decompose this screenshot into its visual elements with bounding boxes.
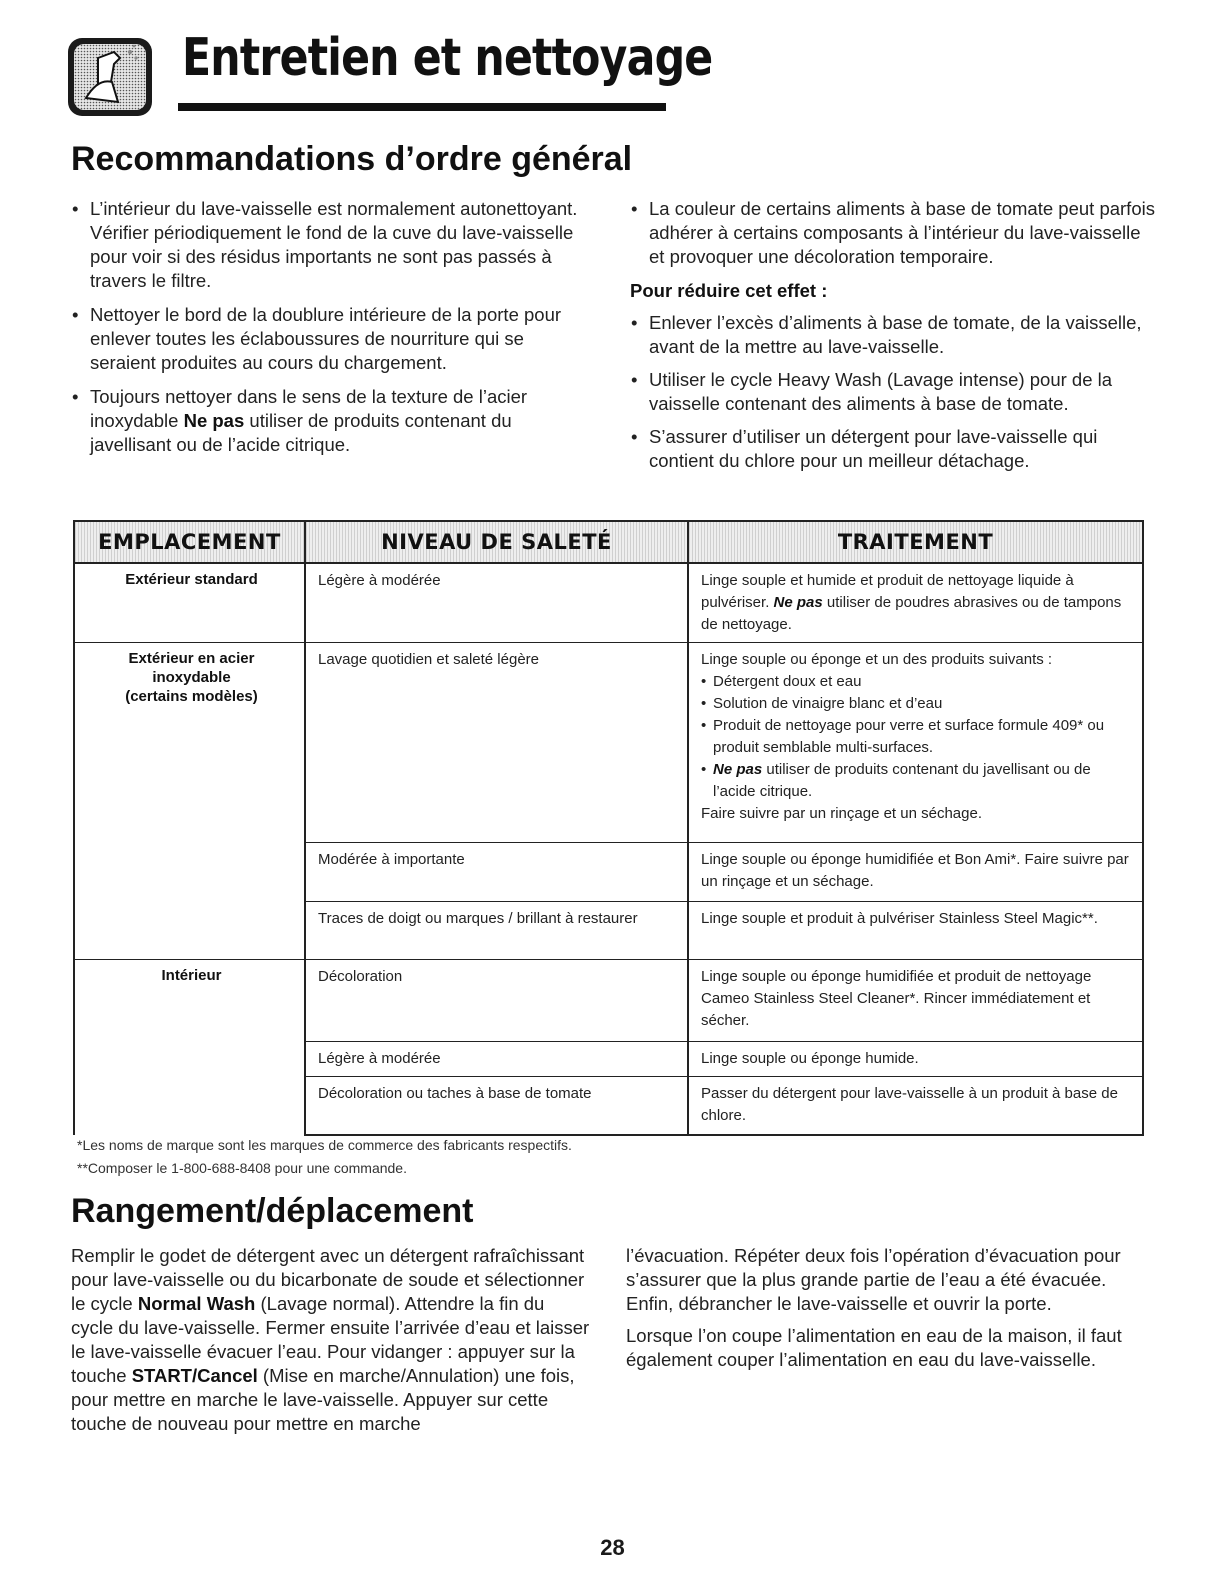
soil-level-cell: Légère à modérée — [305, 1042, 688, 1077]
storage-right-column — [626, 1244, 1146, 1380]
list-item: • La couleur de certains aliments à base de tomate peut parfois adhérer à certains composants à l’intérieur du lave-vaisselle et provoquer une décoloration temporaire. — [630, 197, 1155, 269]
list-item: • Nettoyer le bord de la doublure intérieure de la porte pour enlever toutes les éclaboussures de nourriture qui se seraient produites au cours du chargement. — [71, 303, 591, 375]
storage-paragraph: Lorsque l’on coupe l’alimentation en eau de la maison, il faut également couper l’alimentation en eau du lave-vaisselle. — [626, 1325, 1122, 1370]
storage-paragraph: Remplir le godet de détergent avec un détergent rafraîchissant pour lave-vaisselle ou du bicarbonate de soude et sélectionner le cycle Normal Wash (Lavage normal). Attendre la fin du cycle du lave-vaisselle. Fermer ensuite l’arrivée d’eau et laisser le lave-vaisselle évacuer l’eau. Pour vidanger : appuyer sur la touche START/Cancel (Mise en marche/Annulation) une fois, pour mettre en marche le lave-vaisselle. Appuyer sur cette touche de nouveau pour mettre en marche — [71, 1245, 590, 1434]
page-number: 28 — [600, 1535, 625, 1560]
page-title: Entretien et nettoyage — [182, 28, 713, 88]
treatment-cell: Linge souple ou éponge humide. — [688, 1042, 1143, 1077]
footnotes — [77, 1134, 572, 1180]
storage-left-column — [71, 1244, 591, 1436]
cleaning-table — [73, 520, 1144, 1136]
general-right-column — [630, 197, 1155, 482]
list-item: • S’assurer d’utiliser un détergent pour lave-vaisselle qui contient du chlore pour un meilleur détachage. — [630, 425, 1155, 473]
storage-paragraph-continued: l’évacuation. Répéter deux fois l’opération d’évacuation pour s’assurer que la plus grande partie de l’eau a été évacuée. Enfin, débrancher le lave-vaisselle et ouvrir la porte. — [626, 1245, 1121, 1314]
list-item: • Enlever l’excès d’aliments à base de tomate, de la vaisselle, avant de la mettre au lave-vaisselle. — [630, 311, 1155, 359]
soil-level-cell: Lavage quotidien et saleté légère — [305, 643, 688, 843]
column-header-treatment: TRAITEMENT — [688, 521, 1143, 563]
treatment-cell: Linge souple et humide et produit de nettoyage liquide à pulvériser. Ne pas utiliser de poudres abrasives ou de tampons de nettoyage. — [688, 563, 1143, 643]
table-row — [74, 563, 1143, 643]
location-cell: Extérieur standard — [74, 563, 305, 643]
table-row — [74, 643, 1143, 843]
location-cell: Extérieur en acier inoxydable (certains modèles) — [74, 643, 305, 960]
soil-level-cell: Décoloration ou taches à base de tomate — [305, 1077, 688, 1135]
column-header-soil-level: NIVEAU DE SALETÉ — [305, 521, 688, 563]
treatment-cell: Passer du détergent pour lave-vaisselle à un produit à base de chlore. — [688, 1077, 1143, 1135]
column-header-location: EMPLACEMENT — [74, 521, 305, 563]
soil-level-cell: Traces de doigt ou marques / brillant à restaurer — [305, 902, 688, 960]
list-item: • Utiliser le cycle Heavy Wash (Lavage intense) pour de la vaisselle contenant des aliments à base de tomate. — [630, 368, 1155, 416]
treatment-cell: Linge souple ou éponge humidifiée et Bon Ami*. Faire suivre par un rinçage et un séchage. — [688, 843, 1143, 902]
treatment-cell: Linge souple ou éponge et un des produits suivants : • Détergent doux et eau • Solution de vinaigre blanc et d’eau • Produit de nettoyage pour verre et surface formule 409* ou produit semblable multi-surfaces. • Ne pas utiliser de produits contenant du javellisant ou de l’acide citrique. Faire suivre par un rinçage et un séchage. — [688, 643, 1143, 843]
table-header-row — [74, 521, 1143, 563]
treatment-cell: Linge souple ou éponge humidifiée et produit de nettoyage Cameo Stainless Steel Cleaner*. Rincer immédiatement et sécher. — [688, 960, 1143, 1042]
table-row — [74, 960, 1143, 1042]
list-item: • L’intérieur du lave-vaisselle est normalement autonettoyant. Vérifier périodiquement le fond de la cuve du lave-vaisselle pour voir si des résidus importants ne sont pas passés à travers le filtre. — [71, 197, 591, 293]
footnote: **Composer le 1-800-688-8408 pour une commande. — [77, 1160, 407, 1176]
soil-level-cell: Légère à modérée — [305, 563, 688, 643]
cleaning-spray-icon — [68, 38, 152, 116]
treatment-cell: Linge souple et produit à pulvériser Stainless Steel Magic**. — [688, 902, 1143, 960]
title-underline — [178, 103, 666, 111]
location-cell: Intérieur — [74, 960, 305, 1135]
reduce-effect-heading: Pour réduire cet effet : — [630, 280, 828, 301]
section-heading-general: Recommandations d’ordre général — [71, 140, 633, 178]
footnote: *Les noms de marque sont les marques de commerce des fabricants respectifs. — [77, 1137, 572, 1153]
section-heading-storage: Rangement/déplacement — [71, 1192, 474, 1230]
soil-level-cell: Décoloration — [305, 960, 688, 1042]
soil-level-cell: Modérée à importante — [305, 843, 688, 902]
general-left-column — [71, 197, 591, 467]
list-item: • Toujours nettoyer dans le sens de la texture de l’acier inoxydable Ne pas utiliser de produits contenant du javellisant ou de l’acide citrique. — [71, 385, 591, 457]
